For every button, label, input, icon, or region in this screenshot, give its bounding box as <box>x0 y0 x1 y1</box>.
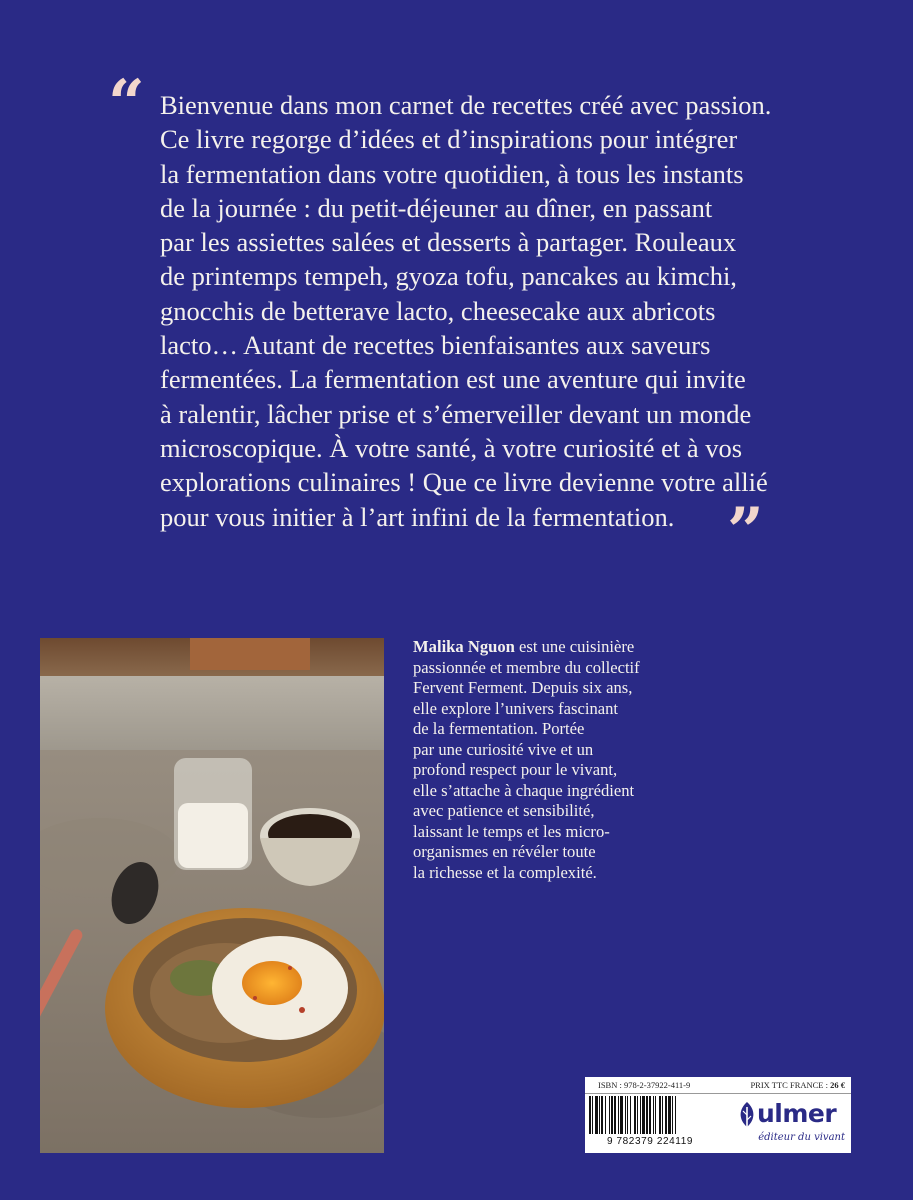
quote-line: la fermentation dans votre quotidien, à tous les instants <box>160 158 744 189</box>
isbn-price-row <box>585 1077 851 1094</box>
barcode-bar <box>618 1096 619 1134</box>
bio-line: la richesse et la complexité. <box>413 862 597 882</box>
barcode-panel <box>585 1077 851 1153</box>
barcode-bar <box>665 1096 667 1134</box>
quote-line: pour vous initier à l’art infini de la fermentation. <box>160 501 675 532</box>
barcode <box>585 1094 717 1152</box>
quote-line: gnocchis de betterave lacto, cheesecake aux abricots <box>160 295 716 326</box>
publisher-name: ulmer <box>757 1099 837 1128</box>
bio-first-line-rest: est une cuisinière <box>514 637 635 656</box>
bio-line: par une curiosité vive et un <box>413 739 594 759</box>
quote-line: de la journée : du petit-déjeuner au dîner, en passant <box>160 192 713 223</box>
isbn: ISBN : 978-2-37922-411-9 <box>598 1080 691 1090</box>
bio-line: elle explore l’univers fascinant <box>413 698 619 718</box>
barcode-bar <box>614 1096 616 1134</box>
quote-line: par les assiettes salées et desserts à partager. Rouleaux <box>160 227 737 258</box>
barcode-bar <box>589 1096 591 1134</box>
price <box>750 1077 845 1093</box>
barcode-bar <box>637 1096 638 1134</box>
barcode-bar <box>611 1096 613 1134</box>
quote-line: explorations culinaires ! Que ce livre devienne votre allié <box>160 467 768 498</box>
bio-line: Fervent Ferment. Depuis six ans, <box>413 678 633 697</box>
bio-line: de la fermentation. Portée <box>413 719 585 738</box>
quote-line: à ralentir, lâcher prise et s’émerveiller devant un monde <box>160 398 752 429</box>
bio-line: laissant le temps et les micro- <box>413 821 610 841</box>
barcode-bar <box>592 1096 593 1134</box>
barcode-bar <box>620 1096 623 1134</box>
barcode-bar <box>655 1096 656 1134</box>
bio-first-line <box>413 637 743 658</box>
barcode-bar <box>601 1096 603 1134</box>
quote-line: fermentées. La fermentation est une aventure qui invite <box>160 364 746 395</box>
publisher-logo <box>735 1097 845 1149</box>
bio-line: avec patience et sensibilité, <box>413 801 595 820</box>
price-value: 26 € <box>830 1080 845 1090</box>
bio-line: profond respect pour le vivant, <box>413 760 618 779</box>
barcode-bars <box>585 1094 717 1136</box>
barcode-bar <box>605 1096 606 1134</box>
leaf-icon <box>737 1101 757 1131</box>
barcode-bar <box>668 1096 671 1134</box>
author-name: Malika Nguon <box>413 637 515 656</box>
barcode-bar <box>672 1096 673 1134</box>
barcode-bar <box>653 1096 654 1134</box>
barcode-bar <box>646 1096 648 1134</box>
quote-line: Ce livre regorge d’idées et d’inspirations pour intégrer <box>160 124 738 155</box>
quote-line: de printemps tempeh, gyoza tofu, pancakes au kimchi, <box>160 261 737 292</box>
barcode-digits: 9 782379 224119 <box>606 1136 694 1147</box>
barcode-bar <box>595 1096 598 1134</box>
barcode-bar <box>599 1096 600 1134</box>
quote-line: Bienvenue dans mon carnet de recettes créé avec passion. <box>160 90 772 120</box>
quote-line: lacto… Autant de recettes bienfaisantes aux saveurs <box>160 330 711 361</box>
barcode-bar <box>609 1096 610 1134</box>
food-photo <box>40 638 384 1153</box>
bio-line: organismes en révéler toute <box>413 842 596 861</box>
publisher-tagline: éditeur du vivant <box>758 1132 845 1143</box>
barcode-bar <box>640 1096 641 1134</box>
barcode-bar <box>642 1096 645 1134</box>
opening-quote-mark: “ <box>108 66 145 141</box>
barcode-bar <box>659 1096 661 1134</box>
price-label: PRIX TTC FRANCE : <box>750 1080 831 1090</box>
barcode-bar <box>662 1096 663 1134</box>
closing-quote-mark: ” <box>727 494 764 569</box>
author-bio <box>413 637 743 883</box>
barcode-bar <box>649 1096 651 1134</box>
quote-line: microscopique. À votre santé, à votre curiosité et à vos <box>160 432 743 463</box>
barcode-bar <box>634 1096 636 1134</box>
quote-paragraph <box>160 88 860 534</box>
barcode-bar <box>627 1096 628 1134</box>
bio-line: passionnée et membre du collectif <box>413 657 640 677</box>
barcode-bar <box>625 1096 626 1134</box>
bio-line: elle s’attache à chaque ingrédient <box>413 780 635 800</box>
barcode-bar <box>675 1096 676 1134</box>
barcode-bar <box>630 1096 631 1134</box>
